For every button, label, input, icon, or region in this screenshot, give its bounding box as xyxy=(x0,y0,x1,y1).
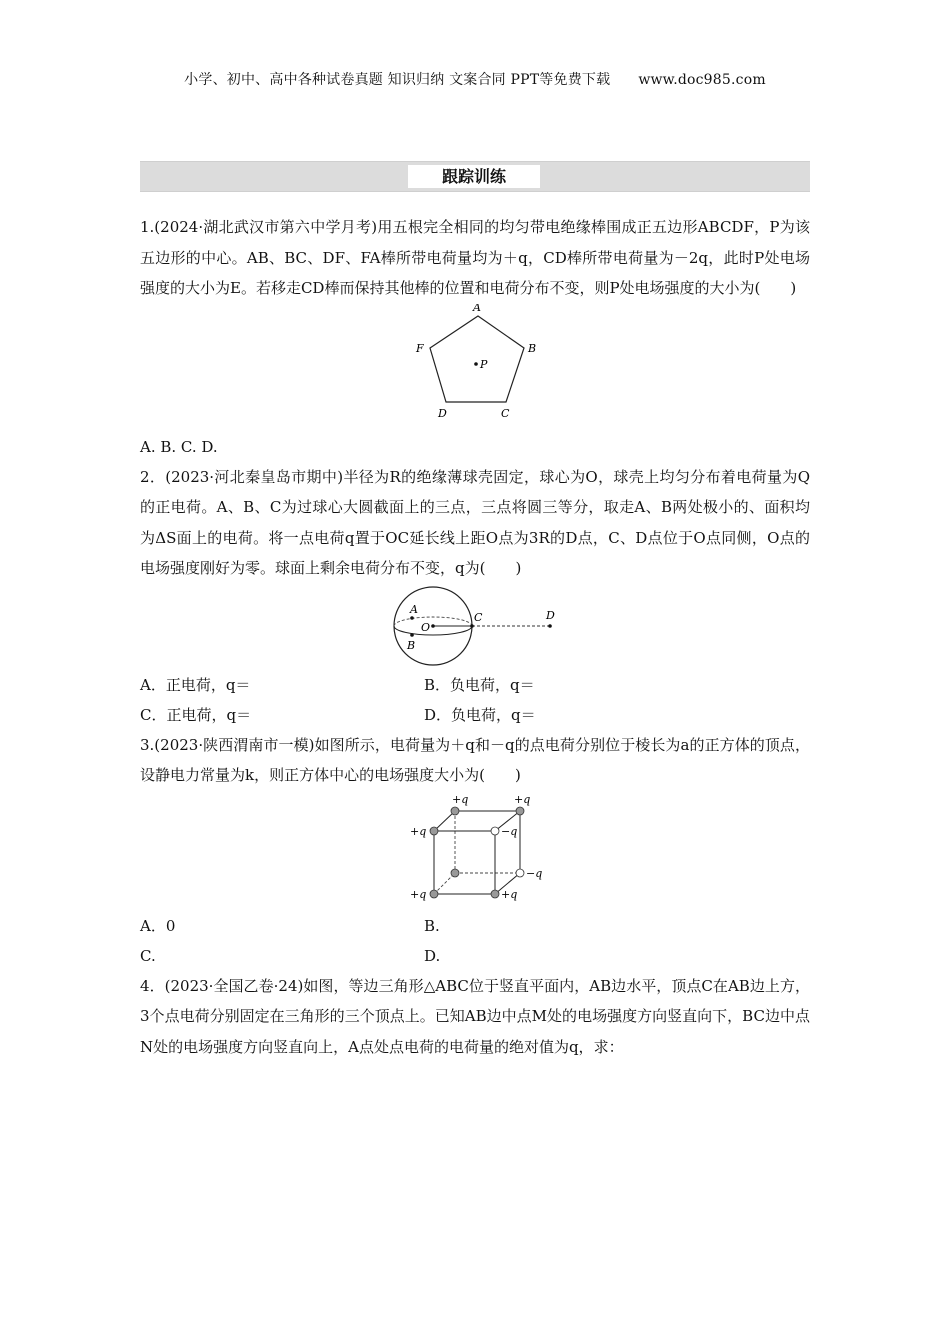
charge-positive xyxy=(451,807,459,815)
section-banner xyxy=(140,161,810,192)
question-2-option-a: A．正电荷，q＝ xyxy=(140,675,251,694)
section-title: 跟踪训练 xyxy=(408,165,540,188)
label-o: O xyxy=(421,620,431,634)
label-minus-q: −q xyxy=(501,824,518,838)
content xyxy=(140,212,810,1062)
question-1-text: 1.(2024·湖北武汉市第六中学月考)用五根完全相同的均匀带电绝缘棒围成正五边形ABCDF，P为该五边形的中心。AB、BC、DF、FA棒所带电荷量均为＋q，CD棒所带电荷量为－2q，此时P处电场强度的大小为E。若移走CD棒而保持其他棒的位置和电荷分布不变，则P处电场强度的大小为( ) xyxy=(140,218,810,297)
label-a: A xyxy=(473,303,481,314)
question-1-options: A. B. C. D. xyxy=(140,437,218,456)
label-plus-q: +q xyxy=(501,887,518,901)
label-plus-q: +q xyxy=(410,887,427,901)
question-2-figure xyxy=(140,584,810,670)
label-b: B xyxy=(407,638,416,652)
point-a xyxy=(410,616,414,620)
question-2-option-b: B．负电荷，q＝ xyxy=(424,675,535,694)
label-plus-q: +q xyxy=(514,792,531,806)
center-point-p xyxy=(474,362,478,366)
question-2-options-row-1 xyxy=(140,670,810,700)
header-url[interactable]: www.doc985.com xyxy=(638,72,766,88)
label-c: C xyxy=(501,406,510,420)
question-3-options-row-1 xyxy=(140,911,810,941)
hidden-edge xyxy=(434,873,455,894)
label-p: P xyxy=(480,357,488,371)
charge-negative xyxy=(516,869,524,877)
point-d xyxy=(548,624,552,628)
charge-positive xyxy=(430,890,438,898)
point-o xyxy=(431,624,435,628)
header-text: 小学、初中、高中各种试卷真题 知识归纳 文案合同 PPT等免费下载 xyxy=(184,72,611,88)
charge-negative xyxy=(491,827,499,835)
label-minus-q: −q xyxy=(526,866,543,880)
label-d: D xyxy=(546,608,555,622)
question-2-option-c: C．正电荷，q＝ xyxy=(140,705,252,724)
point-b xyxy=(410,633,414,637)
charge-positive xyxy=(430,827,438,835)
question-3-figure xyxy=(140,791,810,911)
label-b: B xyxy=(528,341,537,355)
question-1-figure xyxy=(140,304,810,432)
page-header xyxy=(0,69,950,89)
question-2-option-d: D．负电荷，q＝ xyxy=(424,705,536,724)
pentagon-shape xyxy=(430,316,524,402)
charge-positive xyxy=(516,807,524,815)
question-4-text: 4．(2023·全国乙卷·24)如图，等边三角形△ABC位于竖直平面内，AB边水平，顶点C在AB边上方，3个点电荷分别固定在三角形的三个顶点上。已知AB边中点M处的电场强度方向竖直向下，BC边中点N处的电场强度方向竖直向上，A点处点电荷的电荷量的绝对值为q，求： xyxy=(140,976,810,1056)
charge-positive xyxy=(491,890,499,898)
question-2-text: 2．(2023·河北秦皇岛市期中)半径为R的绝缘薄球壳固定，球心为O，球壳上均匀分布着电荷量为Q的正电荷。A、B、C为过球心大圆截面上的三点，三点将圆三等分，取走A、B两处极小的、面积均为ΔS面上的电荷。将一点电荷q置于OC延长线上距O点为3R的D点，C、D点位于O点同侧，O点的电场强度刚好为零。球面上剩余电荷分布不变，q为( ) xyxy=(140,467,810,577)
question-3-option-c: C. xyxy=(140,946,156,965)
label-f: F xyxy=(416,341,424,355)
label-a: A xyxy=(410,602,418,616)
charge-positive xyxy=(451,869,459,877)
pentagon-diagram xyxy=(140,304,810,432)
question-3-option-d: D. xyxy=(424,946,441,965)
question-3-option-a: A．0 xyxy=(140,916,176,935)
question-2-options-row-2 xyxy=(140,700,810,730)
label-plus-q: +q xyxy=(410,824,427,838)
label-plus-q: +q xyxy=(452,792,469,806)
question-3-option-b: B. xyxy=(424,916,440,935)
question-3-text: 3.(2023·陕西渭南市一模)如图所示，电荷量为＋q和－q的点电荷分别位于棱长为a的正方体的顶点，设静电力常量为k，则正方体中心的电场强度大小为( ) xyxy=(140,735,810,784)
cube-diagram xyxy=(140,791,810,911)
question-3-options-row-2 xyxy=(140,941,810,971)
point-c xyxy=(470,624,474,628)
sphere-diagram xyxy=(140,584,810,670)
label-c: C xyxy=(474,610,483,624)
label-d: D xyxy=(438,406,447,420)
